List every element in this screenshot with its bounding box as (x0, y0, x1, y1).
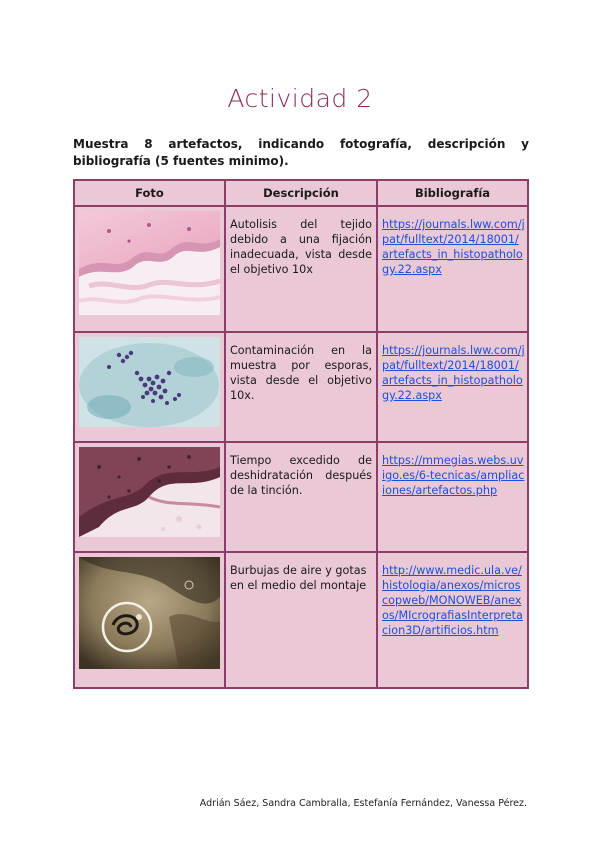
autolysis-micrograph-image (79, 211, 220, 315)
bibliography-cell (377, 552, 528, 688)
page-title: Actividad 2 (227, 84, 373, 113)
photo-cell (74, 442, 225, 552)
bibliography-cell (377, 332, 528, 442)
table-row (74, 206, 528, 332)
header-descripcion: Descripción (225, 180, 377, 206)
header-bibliografia: Bibliografía (377, 180, 528, 206)
table-header-row (74, 180, 528, 206)
dehydration-artifact-micrograph-image (79, 447, 220, 537)
artifacts-table (73, 179, 529, 689)
photo-cell (74, 552, 225, 688)
table-row (74, 442, 528, 552)
bibliography-link[interactable]: https://journals.lww.com/jpat/fulltext/2014/18001/artefacts_in_histopathology.22.aspx (382, 218, 525, 276)
description-cell: Autolisis del tejido debido a una fijación inadecuada, vista desde el objetivo 10x (225, 206, 377, 332)
table-row (74, 552, 528, 688)
bibliography-cell (377, 442, 528, 552)
photo-cell (74, 206, 225, 332)
photo-cell (74, 332, 225, 442)
air-bubbles-micrograph-image (79, 557, 220, 669)
bibliography-link[interactable]: https://journals.lww.com/jpat/fulltext/2014/18001/artefacts_in_histopathology.22.aspx (382, 344, 525, 402)
authors-footer: Adrián Sáez, Sandra Cambralla, Estefanía Fernández, Vanessa Pérez. (199, 798, 527, 809)
table-row (74, 332, 528, 442)
description-cell: Tiempo excedido de deshidratación después de la tinción. (225, 442, 377, 552)
header-foto: Foto (74, 180, 225, 206)
instructions-text: Muestra 8 artefactos, indicando fotografía, descripción y bibliografía (5 fuentes minimo). (73, 137, 529, 168)
bibliography-cell (377, 206, 528, 332)
description-cell: Contaminación en la muestra por esporas, vista desde el objetivo 10x. (225, 332, 377, 442)
description-cell: Burbujas de aire y gotas en el medio del montaje (225, 552, 377, 688)
bibliography-link[interactable]: https://mmegias.webs.uvigo.es/6-tecnicas/ampliaciones/artefactos.php (382, 454, 525, 497)
spore-contamination-micrograph-image (79, 337, 220, 427)
bibliography-link[interactable]: http://www.medic.ula.ve/histologia/anexos/microscopweb/MONOWEB/anexos/MIcrografiasInterpretacion3D/artificios.htm (382, 564, 523, 637)
